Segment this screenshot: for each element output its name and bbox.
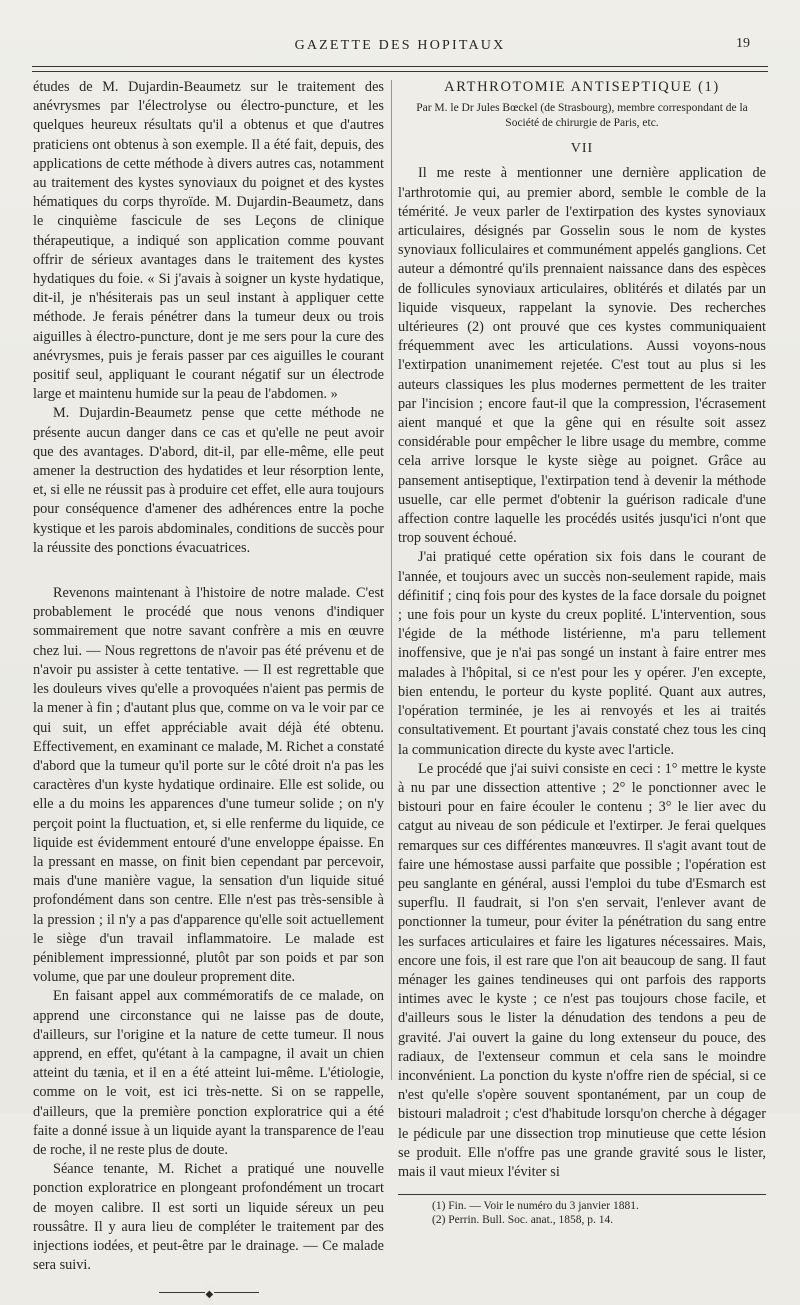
paragraph: Il me reste à mentionner une dernière application de l'arthrotomie qui, au premier abord, semble le comble de la témérité. Je veux parler de l'extirpation des kystes synoviaux articulaires, désignés par Gosselin sous le nom de kystes synoviaux folliculaires et communément appelés ganglions. Cet auteur a démontré qu'ils prennaient naissance dans des espèces de follicules synoviaux articulaires, oblitérés et dilatés par un liquide visqueux, rappelant la synovie. Des recherches ultérieures (2) ont prouvé que ces kystes communiquaient fréquemment avec les articulations. Aussi voyons-nous l'extirpation unanimement rejetée. C'est tout au plus si les auteurs classiques les plus modernes permettent de les traiter par l'incision ; encore faut-il que la compression, l'écrasement aient manqué et que la gêne qui en résulte soit assez considérable pour empêcher le libre usage du membre, comme cela arrive lorsque le kyste siège au poignet. Grâce au pansement antiseptique, l'extirpation tend à devenir la méthode usuelle, car elle permet d'obtenir la guérison radicale d'une affection contre laquelle les procédés usités jusqu'ici n'ont que trop souvent échoué. — [398, 165, 766, 547]
paragraph-gap — [33, 558, 384, 584]
page-number: 19 — [736, 36, 750, 51]
paragraph: M. Dujardin-Beaumetz pense que cette méthode ne présente aucun danger dans ce cas et qu'elle ne peut avoir que des avantages. D'abord, dit-il, par elle-même, elle peut amener la destruction des hydatides et leur résorption lente, et, si elle ne réussit pas à produire cet effet, elle aura toujours pour conséquence d'amener des adhérences entre la poche kystique et les parois abdominales, conditions de succès pour la réussite des ponctions évacuatrices. — [33, 405, 384, 556]
column-divider — [391, 80, 392, 1080]
paragraph: Séance tenante, M. Richet a pratiqué une nouvelle ponction exploratrice en plongeant profondément un trocart de moyen calibre. Il est sorti un liquide séreux un peu roussâtre. Il y aura lieu de compléter le traitement par des injections iodées, et peut-être par le drainage. — Ce malade sera suivi. — [33, 1161, 384, 1274]
running-title: GAZETTE DES HOPITAUX — [294, 38, 506, 53]
paragraph: J'ai pratiqué cette opération six fois dans le courant de l'année, et toujours avec un succès non-seulement rapide, mais définitif ; cinq fois pour des kystes de la face dorsale du poignet ; une fois pour un kyste du creux poplité. L'intervention, sous l'égide de la méthode listérienne, m'a paru tellement inoffensive, que je n'ai pas songé un instant à faire entrer mes malades à l'hôpital, si ce n'est pour les y opérer. J'en excepte, bien entendu, le porteur du kyste poplité. Quant aux autres, l'opération terminée, je les ai renvoyés et les ai traités consultativement. Et pourtant j'avais constaté chez tous les cinq la communication directe du kyste avec l'article. — [398, 549, 766, 758]
paragraph: études de M. Dujardin-Beaumetz sur le traitement des anévrysmes par l'électrolyse ou électro-puncture, et les quelques heureux résultats qu'il a obtenus et que d'autres praticiens ont obtenus à son exemple. Il a été fait, depuis, des applications de cette méthode à divers autres cas, notamment au traitement des kystes synoviaux du poignet et des kystes hématiques du corps thyroïde. M. Dujardin-Beaumetz, dans le cinquième fascicule de ses Leçons de clinique thérapeutique, a indiqué son application comme pouvant offrir de sérieux avantages dans le traitement des kystes hydatiques du foie. « Si j'avais à soigner un kyste hydatique, dit-il, je n'hésiterais pas un seul instant à appliquer cette méthode. Je ferais pénétrer dans la tumeur deux ou trois aiguilles à électro-puncture, dont je me sers pour la cure des anévrysmes, puis je ferais passer par ces aiguilles le courant positif seul, appliquant le courant négatif sur un électrode large et maintenu humide sur la peau de l'abdomen. » — [33, 79, 384, 403]
right-column — [398, 78, 766, 1227]
footnote: (2) Perrin. Bull. Soc. anat., 1858, p. 14. — [432, 1214, 614, 1227]
footnote: (1) Fin. — Voir le numéro du 3 janvier 1881. — [432, 1200, 639, 1213]
section-number: VII — [570, 141, 594, 157]
paragraph: Le procédé que j'ai suivi consiste en ceci : 1° mettre le kyste à nu par une dissection attentive ; 2° le ponctionner avec le bistouri pour en faire écouler le contenu ; 3° le lier avec du catgut au niveau de son pédicule et l'extirper. Je ferai quelques remarques sur ces différentes manœuvres. Il s'agit avant tout de faire une hémostase aussi parfaite que possible ; l'opération est peu sanglante en général, aussi l'emploi du tube d'Esmarch est superflu. Il faudrait, si l'on s'en servait, l'enlever avant de ponctionner la tumeur, pour éviter la pénétration du sang entre les surfaces articulaires et faire les ligatures nécessaires. Mais, encore une fois, il est rare que l'on ait beaucoup de sang. Il faut ménager les gaines tendineuses qui ont parfois des rapports intimes avec le kyste ; ce n'est pas toujours chose facile, et d'ailleurs sous le lister la dénudation des tendons a peu de gravité. J'ai ouvert la gaine du long extenseur du pouce, des radiaux, de l'extenseur commun et cela sans le moindre inconvénient. La ponction du kyste n'offre rien de spécial, si ce n'est qu'elle s'opère souvent spontanément, par un coup de bistouri maladroit ; c'est d'habitude lorsqu'on cherche à dégager le pédicule par une dissection trop minutieuse que cette lésion se produit. Elle n'offre pas une grande gravité sous le lister, mais il vaut mieux l'éviter si — [398, 760, 766, 1180]
header-rule — [32, 66, 768, 72]
section-end-ornament: ◆ — [159, 1289, 259, 1295]
footnote-rule — [398, 1194, 766, 1195]
article-title: ARTHROTOMIE ANTISEPTIQUE (1) — [444, 79, 720, 95]
paragraph: En faisant appel aux commémoratifs de ce malade, on apprend une circonstance qui ne laisse pas de doute, d'ailleurs, sur l'origine et la nature de cette tumeur. Il nous apprend, en effet, qu'étant à la campagne, il avait un chien atteint du tænia, et il en a été atteint lui-même. L'étiologie, comme on le voit, est ici très-nette. Si on se rappelle, d'ailleurs, que la première ponction exploratrice qui a été faite a donné issue à un liquide ayant la transparence de l'eau de roche, il ne reste plus de doute. — [33, 988, 384, 1158]
running-head — [0, 38, 800, 58]
paragraph: Revenons maintenant à l'histoire de notre malade. C'est probablement le procédé que nous venons d'indiquer sommairement que notre savant confrère a mis en œuvre chez lui. — Nous regrettons de n'avoir pas été prévenu et de n'avoir pu assister à cette tentative. — Il est regrettable que les douleurs vives qu'elle a provoquées n'aient pas permis de la mener à fin ; d'autant plus que, comme on va le voir par ce qui suit, un effet appréciable avait déjà été obtenu. Effectivement, en examinant ce malade, M. Richet a constaté d'abord que la tumeur qu'il porte sur le côté droit n'a pas les caractères d'un kyste hydatique ordinaire. Elle est solide, ou elle a du moins les apparences d'une tumeur solide ; on n'y perçoit point la fluctuation, et, si elle renferme du liquide, ce liquide est évidemment entouré d'une enveloppe épaisse. En la pressant en masse, on finit bien cependant par percevoir, mais d'une manière vague, la sensation d'un liquide situé profondément dans son centre. Elle n'est pas très-sensible à la pression ; il n'y a pas d'apparence qu'elle soit actuellement le siège d'un travail inflammatoire. Le malade est péniblement impressionné, plutôt par son poids et par son volume, que par une douleur proprement dite. — [33, 585, 384, 986]
article-byline: Par M. le Dr Jules Bœckel (de Strasbourg), membre correspondant de la Société de chirurgie de Paris, etc. — [416, 102, 748, 130]
